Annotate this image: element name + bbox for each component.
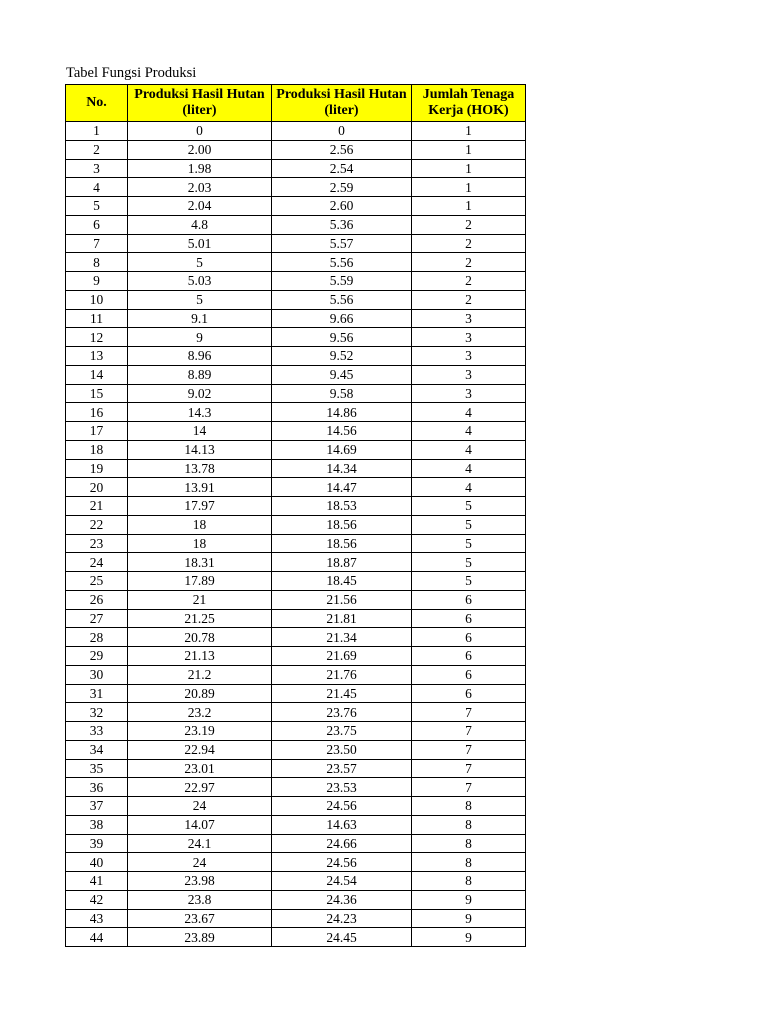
cell-no: 31	[66, 684, 128, 703]
table-caption: Tabel Fungsi Produksi	[66, 65, 197, 81]
table-row	[66, 234, 526, 253]
cell-tenaga-kerja: 6	[412, 665, 526, 684]
cell-produksi-1: 8.96	[128, 347, 272, 366]
cell-produksi-2: 9.52	[272, 347, 412, 366]
cell-produksi-1: 14.07	[128, 815, 272, 834]
cell-tenaga-kerja: 1	[412, 197, 526, 216]
cell-tenaga-kerja: 1	[412, 178, 526, 197]
cell-tenaga-kerja: 3	[412, 328, 526, 347]
cell-produksi-2: 9.58	[272, 384, 412, 403]
cell-produksi-2: 21.81	[272, 609, 412, 628]
table-row	[66, 384, 526, 403]
cell-no: 42	[66, 890, 128, 909]
table-row	[66, 665, 526, 684]
cell-produksi-1: 5.01	[128, 234, 272, 253]
cell-produksi-2: 24.23	[272, 909, 412, 928]
production-table	[65, 84, 526, 947]
table-row	[66, 215, 526, 234]
cell-tenaga-kerja: 2	[412, 215, 526, 234]
table-row	[66, 272, 526, 291]
cell-tenaga-kerja: 3	[412, 365, 526, 384]
table-row	[66, 684, 526, 703]
cell-tenaga-kerja: 7	[412, 759, 526, 778]
cell-produksi-1: 13.91	[128, 478, 272, 497]
cell-produksi-2: 18.87	[272, 553, 412, 572]
header-row	[66, 85, 526, 122]
cell-tenaga-kerja: 8	[412, 872, 526, 891]
cell-produksi-2: 14.86	[272, 403, 412, 422]
cell-tenaga-kerja: 7	[412, 740, 526, 759]
cell-no: 39	[66, 834, 128, 853]
cell-produksi-2: 24.56	[272, 797, 412, 816]
cell-no: 33	[66, 722, 128, 741]
cell-tenaga-kerja: 6	[412, 609, 526, 628]
cell-produksi-1: 5.03	[128, 272, 272, 291]
cell-no: 23	[66, 534, 128, 553]
table-row	[66, 515, 526, 534]
cell-produksi-1: 24	[128, 797, 272, 816]
table-row	[66, 853, 526, 872]
cell-produksi-1: 13.78	[128, 459, 272, 478]
table-row	[66, 778, 526, 797]
cell-produksi-2: 23.57	[272, 759, 412, 778]
cell-no: 2	[66, 140, 128, 159]
cell-tenaga-kerja: 8	[412, 815, 526, 834]
cell-tenaga-kerja: 6	[412, 628, 526, 647]
cell-tenaga-kerja: 7	[412, 778, 526, 797]
cell-no: 12	[66, 328, 128, 347]
cell-no: 9	[66, 272, 128, 291]
cell-tenaga-kerja: 2	[412, 234, 526, 253]
cell-no: 43	[66, 909, 128, 928]
cell-produksi-1: 21	[128, 590, 272, 609]
cell-produksi-2: 2.60	[272, 197, 412, 216]
cell-tenaga-kerja: 2	[412, 253, 526, 272]
cell-tenaga-kerja: 5	[412, 534, 526, 553]
cell-tenaga-kerja: 8	[412, 797, 526, 816]
cell-produksi-2: 5.56	[272, 253, 412, 272]
cell-produksi-2: 24.54	[272, 872, 412, 891]
cell-tenaga-kerja: 3	[412, 309, 526, 328]
cell-no: 16	[66, 403, 128, 422]
cell-produksi-1: 20.89	[128, 684, 272, 703]
cell-produksi-1: 17.97	[128, 497, 272, 516]
cell-no: 27	[66, 609, 128, 628]
cell-produksi-1: 23.01	[128, 759, 272, 778]
cell-tenaga-kerja: 2	[412, 272, 526, 291]
header-tenaga-kerja: Jumlah Tenaga Kerja (HOK)	[412, 85, 526, 122]
cell-produksi-2: 14.34	[272, 459, 412, 478]
table-row	[66, 159, 526, 178]
cell-produksi-2: 2.56	[272, 140, 412, 159]
cell-tenaga-kerja: 6	[412, 590, 526, 609]
cell-tenaga-kerja: 1	[412, 159, 526, 178]
table-row	[66, 459, 526, 478]
table-row	[66, 609, 526, 628]
table-row	[66, 253, 526, 272]
cell-produksi-1: 14.3	[128, 403, 272, 422]
cell-produksi-2: 21.45	[272, 684, 412, 703]
table-row	[66, 647, 526, 666]
header-produksi-1: Produksi Hasil Hutan (liter)	[128, 85, 272, 122]
cell-no: 13	[66, 347, 128, 366]
table-row	[66, 909, 526, 928]
cell-produksi-2: 24.45	[272, 928, 412, 947]
cell-no: 21	[66, 497, 128, 516]
cell-tenaga-kerja: 9	[412, 890, 526, 909]
cell-tenaga-kerja: 8	[412, 834, 526, 853]
cell-produksi-2: 18.53	[272, 497, 412, 516]
cell-produksi-1: 23.89	[128, 928, 272, 947]
cell-tenaga-kerja: 5	[412, 553, 526, 572]
table-row	[66, 534, 526, 553]
table-row	[66, 122, 526, 141]
cell-no: 30	[66, 665, 128, 684]
table-row	[66, 834, 526, 853]
cell-produksi-2: 2.54	[272, 159, 412, 178]
cell-produksi-1: 5	[128, 290, 272, 309]
cell-no: 1	[66, 122, 128, 141]
table-row	[66, 422, 526, 441]
cell-produksi-1: 4.8	[128, 215, 272, 234]
cell-produksi-2: 18.45	[272, 572, 412, 591]
cell-tenaga-kerja: 7	[412, 722, 526, 741]
cell-produksi-1: 23.8	[128, 890, 272, 909]
cell-produksi-1: 23.19	[128, 722, 272, 741]
cell-produksi-2: 14.69	[272, 440, 412, 459]
cell-tenaga-kerja: 7	[412, 703, 526, 722]
cell-produksi-1: 21.13	[128, 647, 272, 666]
cell-produksi-1: 20.78	[128, 628, 272, 647]
cell-produksi-2: 5.57	[272, 234, 412, 253]
cell-no: 10	[66, 290, 128, 309]
table-row	[66, 590, 526, 609]
table-row	[66, 703, 526, 722]
cell-no: 26	[66, 590, 128, 609]
cell-no: 40	[66, 853, 128, 872]
cell-no: 19	[66, 459, 128, 478]
cell-produksi-2: 21.69	[272, 647, 412, 666]
cell-produksi-2: 0	[272, 122, 412, 141]
cell-tenaga-kerja: 8	[412, 853, 526, 872]
cell-no: 14	[66, 365, 128, 384]
cell-produksi-1: 18.31	[128, 553, 272, 572]
cell-produksi-1: 17.89	[128, 572, 272, 591]
cell-produksi-1: 24.1	[128, 834, 272, 853]
cell-produksi-2: 23.76	[272, 703, 412, 722]
table-row	[66, 440, 526, 459]
table-row	[66, 759, 526, 778]
cell-no: 28	[66, 628, 128, 647]
table-row	[66, 140, 526, 159]
cell-produksi-2: 24.56	[272, 853, 412, 872]
cell-produksi-1: 21.25	[128, 609, 272, 628]
cell-no: 25	[66, 572, 128, 591]
cell-produksi-1: 14.13	[128, 440, 272, 459]
cell-tenaga-kerja: 2	[412, 290, 526, 309]
cell-produksi-1: 9.1	[128, 309, 272, 328]
cell-produksi-2: 5.36	[272, 215, 412, 234]
cell-produksi-2: 18.56	[272, 534, 412, 553]
table-row	[66, 890, 526, 909]
cell-produksi-1: 23.2	[128, 703, 272, 722]
header-produksi-2: Produksi Hasil Hutan (liter)	[272, 85, 412, 122]
table-row	[66, 553, 526, 572]
table-row	[66, 572, 526, 591]
cell-no: 11	[66, 309, 128, 328]
cell-produksi-2: 18.56	[272, 515, 412, 534]
cell-tenaga-kerja: 4	[412, 459, 526, 478]
cell-no: 8	[66, 253, 128, 272]
cell-no: 37	[66, 797, 128, 816]
cell-no: 7	[66, 234, 128, 253]
cell-tenaga-kerja: 4	[412, 403, 526, 422]
cell-no: 20	[66, 478, 128, 497]
cell-no: 6	[66, 215, 128, 234]
cell-tenaga-kerja: 6	[412, 647, 526, 666]
cell-produksi-2: 5.56	[272, 290, 412, 309]
table-row	[66, 197, 526, 216]
cell-no: 29	[66, 647, 128, 666]
cell-tenaga-kerja: 5	[412, 497, 526, 516]
cell-produksi-1: 9	[128, 328, 272, 347]
cell-tenaga-kerja: 1	[412, 140, 526, 159]
header-no: No.	[66, 85, 128, 122]
cell-produksi-1: 1.98	[128, 159, 272, 178]
cell-no: 24	[66, 553, 128, 572]
table-row	[66, 290, 526, 309]
cell-produksi-2: 5.59	[272, 272, 412, 291]
cell-produksi-1: 2.00	[128, 140, 272, 159]
cell-produksi-1: 0	[128, 122, 272, 141]
cell-no: 18	[66, 440, 128, 459]
table-row	[66, 403, 526, 422]
cell-produksi-1: 23.98	[128, 872, 272, 891]
table-row	[66, 815, 526, 834]
cell-produksi-1: 23.67	[128, 909, 272, 928]
table-row	[66, 328, 526, 347]
cell-produksi-2: 23.75	[272, 722, 412, 741]
cell-no: 32	[66, 703, 128, 722]
cell-produksi-2: 9.56	[272, 328, 412, 347]
cell-no: 4	[66, 178, 128, 197]
cell-produksi-2: 14.63	[272, 815, 412, 834]
table-row	[66, 722, 526, 741]
cell-produksi-1: 24	[128, 853, 272, 872]
cell-produksi-2: 14.47	[272, 478, 412, 497]
table-row	[66, 740, 526, 759]
cell-produksi-2: 23.53	[272, 778, 412, 797]
cell-produksi-2: 21.76	[272, 665, 412, 684]
cell-no: 34	[66, 740, 128, 759]
cell-produksi-1: 2.03	[128, 178, 272, 197]
table-row	[66, 872, 526, 891]
cell-tenaga-kerja: 4	[412, 440, 526, 459]
cell-produksi-1: 14	[128, 422, 272, 441]
cell-tenaga-kerja: 3	[412, 384, 526, 403]
cell-no: 5	[66, 197, 128, 216]
table-row	[66, 365, 526, 384]
cell-produksi-2: 9.66	[272, 309, 412, 328]
table-row	[66, 497, 526, 516]
cell-no: 38	[66, 815, 128, 834]
cell-produksi-2: 23.50	[272, 740, 412, 759]
table-row	[66, 628, 526, 647]
cell-produksi-1: 18	[128, 515, 272, 534]
cell-no: 41	[66, 872, 128, 891]
cell-produksi-2: 21.34	[272, 628, 412, 647]
cell-produksi-1: 18	[128, 534, 272, 553]
cell-produksi-1: 8.89	[128, 365, 272, 384]
table-row	[66, 309, 526, 328]
cell-produksi-2: 2.59	[272, 178, 412, 197]
cell-produksi-1: 22.94	[128, 740, 272, 759]
cell-tenaga-kerja: 5	[412, 515, 526, 534]
cell-produksi-1: 5	[128, 253, 272, 272]
cell-produksi-2: 24.66	[272, 834, 412, 853]
table-row	[66, 797, 526, 816]
cell-produksi-1: 9.02	[128, 384, 272, 403]
cell-tenaga-kerja: 4	[412, 478, 526, 497]
cell-produksi-2: 14.56	[272, 422, 412, 441]
cell-produksi-2: 21.56	[272, 590, 412, 609]
cell-produksi-1: 21.2	[128, 665, 272, 684]
cell-no: 3	[66, 159, 128, 178]
cell-produksi-1: 22.97	[128, 778, 272, 797]
table-row	[66, 347, 526, 366]
cell-tenaga-kerja: 5	[412, 572, 526, 591]
cell-tenaga-kerja: 1	[412, 122, 526, 141]
cell-tenaga-kerja: 4	[412, 422, 526, 441]
cell-produksi-2: 24.36	[272, 890, 412, 909]
cell-tenaga-kerja: 9	[412, 909, 526, 928]
cell-no: 22	[66, 515, 128, 534]
cell-tenaga-kerja: 9	[412, 928, 526, 947]
cell-produksi-2: 9.45	[272, 365, 412, 384]
cell-tenaga-kerja: 6	[412, 684, 526, 703]
cell-produksi-1: 2.04	[128, 197, 272, 216]
cell-no: 44	[66, 928, 128, 947]
table-row	[66, 178, 526, 197]
cell-no: 36	[66, 778, 128, 797]
cell-no: 15	[66, 384, 128, 403]
cell-no: 17	[66, 422, 128, 441]
cell-no: 35	[66, 759, 128, 778]
table-row	[66, 928, 526, 947]
table-row	[66, 478, 526, 497]
cell-tenaga-kerja: 3	[412, 347, 526, 366]
